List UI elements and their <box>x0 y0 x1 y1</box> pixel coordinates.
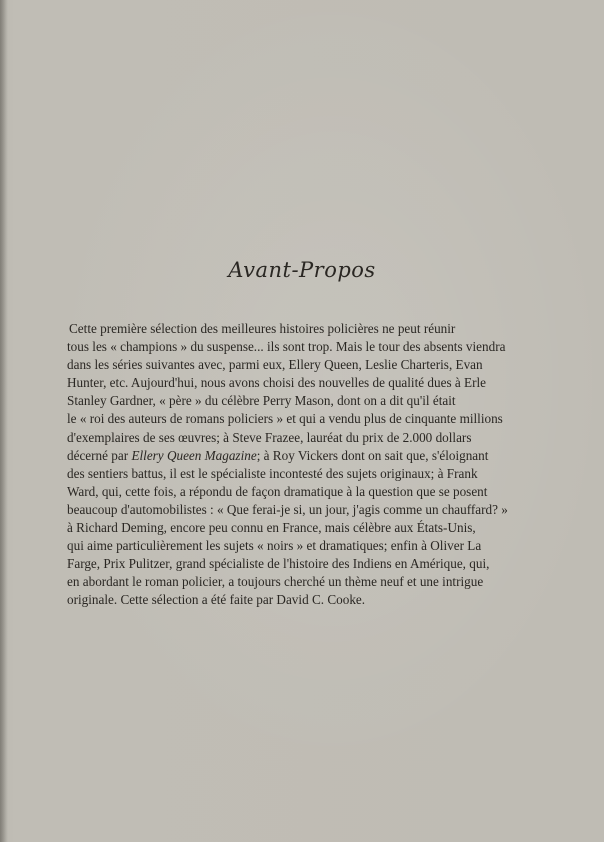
foreword-paragraph <box>67 320 533 610</box>
text-line: originale. Cette sélection a été faite par David C. Cooke. <box>67 592 366 608</box>
text-line: Stanley Gardner, « père » du célèbre Perry Mason, dont on a dit qu'il était <box>67 393 456 409</box>
text-line: à Richard Deming, encore peu connu en France, mais célèbre aux États-Unis, <box>67 520 476 536</box>
text-line: d'exemplaires de ses œuvres; à Steve Frazee, lauréat du prix de 2.000 dollars <box>67 429 472 445</box>
text-line: le « roi des auteurs de romans policiers » et qui a vendu plus de cinquante millions <box>67 411 503 427</box>
page-title: Avant-Propos <box>228 258 376 282</box>
text-line: qui aime particulièrement les sujets « noirs » et dramatiques; enfin à Oliver La <box>67 538 482 554</box>
magazine-title: Ellery Queen Magazine <box>131 447 257 463</box>
text-line: tous les « champions » du suspense... ils sont trop. Mais le tour des absents viendra <box>67 339 506 355</box>
text-line: Cette première sélection des meilleures histoires policières ne peut réunir <box>69 321 456 336</box>
text-line: beaucoup d'automobilistes : « Que ferai-je si, un jour, j'agis comme un chauffard? » <box>67 501 508 517</box>
text-line: Ward, qui, cette fois, a répondu de façon dramatique à la question que se posent <box>67 483 488 499</box>
text-line: Hunter, etc. Aujourd'hui, nous avons choisi des nouvelles de qualité dues à Erle <box>67 375 486 391</box>
text-line: en abordant le roman policier, a toujours cherché un thème neuf et une intrigue <box>67 574 484 590</box>
binding-shadow <box>0 0 8 842</box>
text-line: des sentiers battus, il est le spécialiste incontesté des sujets originaux; à Frank <box>67 465 478 481</box>
text-line: dans les séries suivantes avec, parmi eux, Ellery Queen, Leslie Charteris, Evan <box>67 357 483 373</box>
text-line: décerné par Ellery Queen Magazine ; à Roy Vickers dont on sait que, s'éloignant <box>67 447 533 465</box>
text-line: Farge, Prix Pulitzer, grand spécialiste de l'histoire des Indiens en Amérique, qui, <box>67 556 490 572</box>
